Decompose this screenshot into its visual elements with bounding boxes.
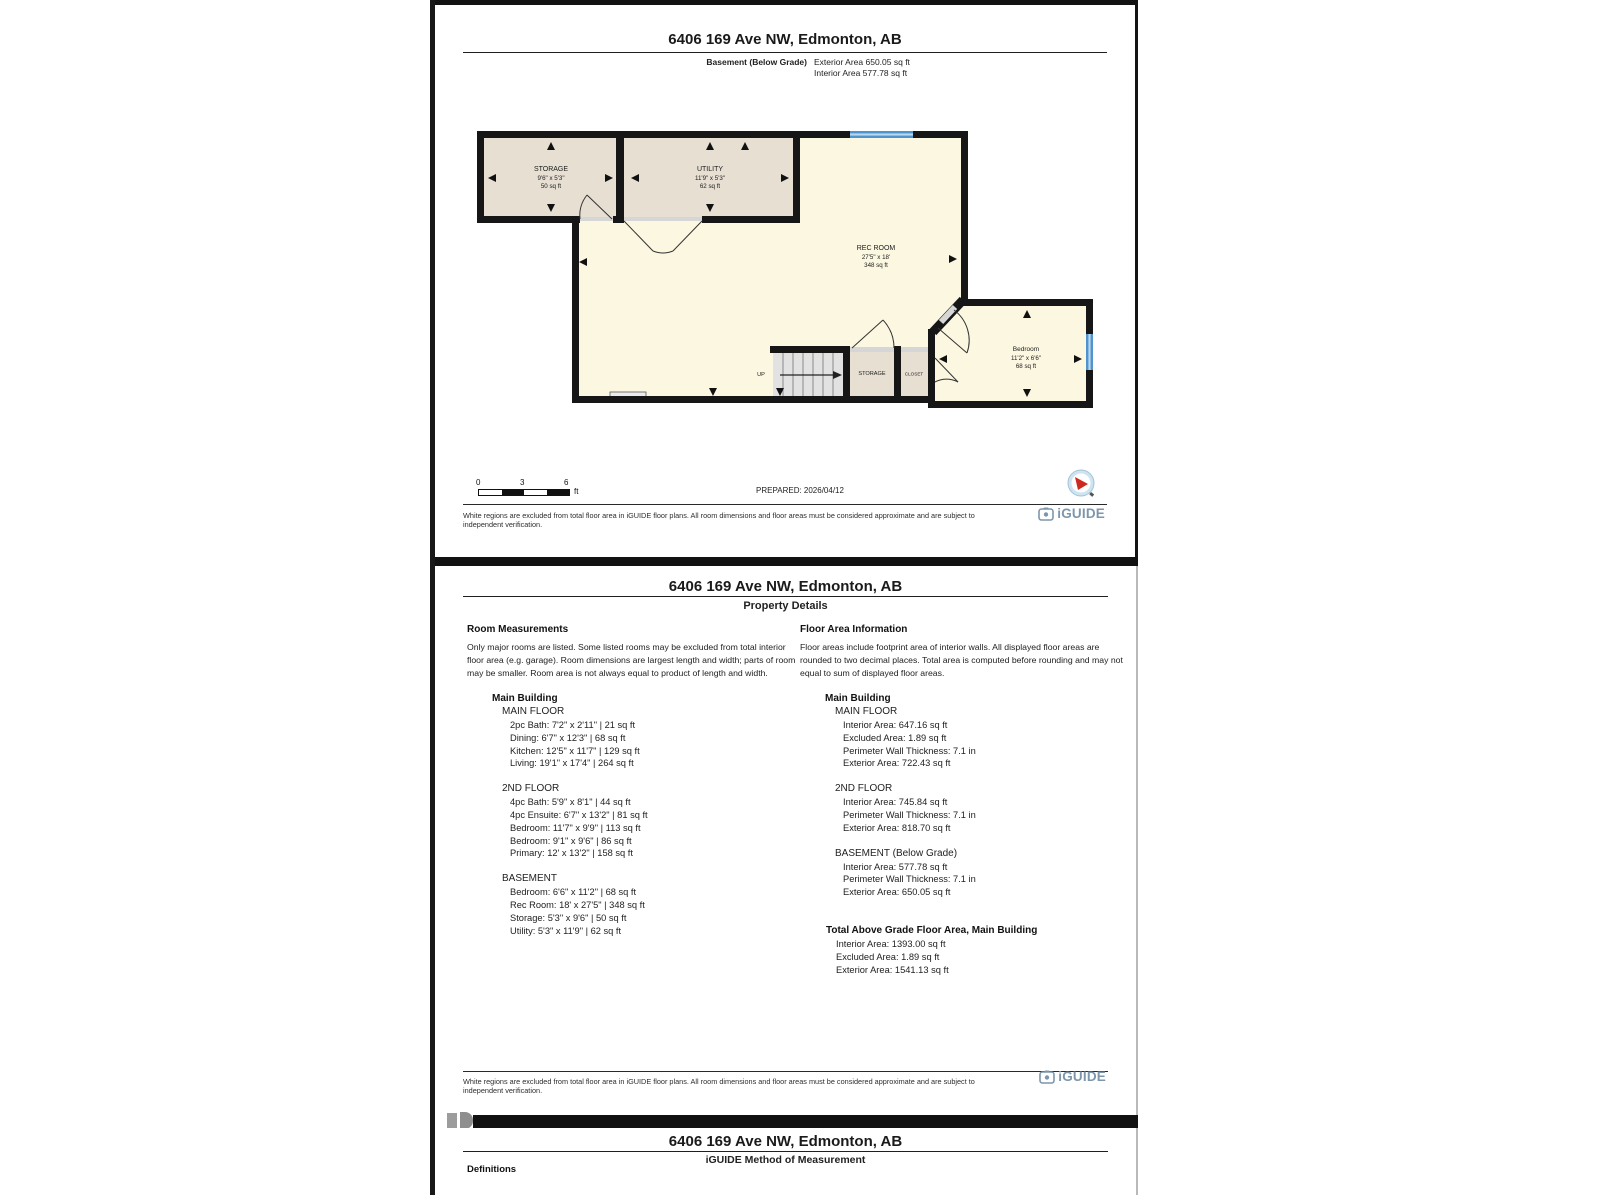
- room-measurement-item: 4pc Ensuite: 6'7" x 13'2" | 81 sq ft: [510, 809, 648, 820]
- room-measurement-item: 2pc Bath: 7'2" x 2'11" | 21 sq ft: [510, 720, 636, 730]
- room-measurement-item: Bedroom: 6'6" x 11'2" | 68 sq ft: [510, 887, 637, 898]
- room-label-rec-room: REC ROOM 27'5" x 18' 348 sq ft: [856, 244, 896, 269]
- floor-area-item: Perimeter Wall Thickness: 7.1 in: [843, 809, 976, 820]
- floor-section-label: 2ND FLOOR: [502, 783, 560, 795]
- room-measurements-column: [467, 624, 799, 937]
- room-measurement-item: Dining: 6'7" x 12'3" | 68 sq ft: [510, 732, 626, 743]
- floor-area-item: Interior Area: 577.78 sq ft: [843, 861, 948, 872]
- title-divider: [463, 596, 1108, 597]
- document-column: [430, 0, 1138, 1195]
- scale-unit: ft: [574, 487, 579, 496]
- page-title: 6406 169 Ave NW, Edmonton, AB: [668, 578, 903, 595]
- floor-area-item: Exterior Area: 818.70 sq ft: [843, 822, 951, 833]
- floor-area-item: Perimeter Wall Thickness: 7.1 in: [843, 874, 976, 885]
- interior-area: Interior Area 577.78 sq ft: [814, 68, 908, 78]
- title-divider: [463, 1151, 1108, 1152]
- scale-tick-0: 0: [476, 478, 481, 487]
- disclaimer-text: White regions are excluded from total floor area in iGUIDE floor plans. All room dimensions and floor areas must be considered approximate and are subject to independent verification.: [463, 511, 975, 529]
- room-label-utility: UTILITY 11'9" x 5'3" 62 sq ft: [694, 165, 726, 190]
- compass-icon: [1066, 469, 1098, 501]
- iguide-logo: [1038, 506, 1105, 521]
- floor-area-heading: Floor Area Information: [800, 624, 908, 635]
- floor-section-label: MAIN FLOOR: [835, 706, 898, 717]
- property-details-heading: Property Details: [743, 600, 828, 612]
- building-label: Main Building: [825, 693, 891, 704]
- scale-tick-3: 3: [520, 478, 525, 487]
- floor-section-label: MAIN FLOOR: [502, 706, 565, 717]
- exterior-area: Exterior Area 650.05 sq ft: [814, 57, 910, 67]
- floor-section-label: BASEMENT (Below Grade): [835, 847, 958, 859]
- room-label-storage-2: STORAGE: [858, 371, 886, 377]
- page-title: 6406 169 Ave NW, Edmonton, AB: [668, 1133, 903, 1150]
- method-heading: iGUIDE Method of Measurement: [705, 1154, 866, 1166]
- iguide-logo-text: iGUIDE: [1058, 1069, 1106, 1084]
- floor-area-item: Interior Area: 745.84 sq ft: [843, 797, 948, 808]
- prepared-date: PREPARED: 2026/04/12: [756, 486, 844, 495]
- scale-bar: [478, 478, 598, 500]
- floor-area-item: Exterior Area: 722.43 sq ft: [843, 758, 951, 769]
- room-measurement-item: Utility: 5'3" x 11'9" | 62 sq ft: [510, 925, 622, 936]
- floor-area-item: Excluded Area: 1.89 sq ft: [843, 732, 947, 743]
- building-label: Main Building: [492, 693, 558, 704]
- floor-area-column: [800, 624, 1130, 976]
- room-measurement-item: Kitchen: 12'5" x 11'7" | 129 sq ft: [510, 745, 640, 756]
- page-floorplan: [435, 0, 1138, 557]
- iguide-logo-icon: [1038, 507, 1054, 521]
- page-property-details: [435, 566, 1138, 1115]
- total-area-item: Interior Area: 1393.00 sq ft: [836, 938, 946, 949]
- floor-plan: [477, 131, 1099, 413]
- room-measurement-item: Bedroom: 11'7" x 9'9" | 113 sq ft: [510, 822, 641, 833]
- page-separator: [435, 1115, 1138, 1128]
- floor-label: Basement (Below Grade): [706, 57, 807, 67]
- floor-section-label: 2ND FLOOR: [835, 783, 893, 795]
- definitions-heading: Definitions: [467, 1164, 517, 1175]
- scan-artifact: [460, 1112, 473, 1129]
- footer-divider: [463, 1071, 1108, 1072]
- scale-bar-segments: [478, 489, 570, 496]
- title-divider: [463, 52, 1107, 53]
- iguide-logo-text: iGUIDE: [1057, 506, 1105, 521]
- scale-tick-6: 6: [564, 478, 569, 487]
- iguide-logo: [1039, 1069, 1106, 1084]
- scan-artifact: [447, 1113, 457, 1128]
- room-measurements-description: Only major rooms are listed. Some listed rooms may be excluded from total interior floor area (e.g. garage). Room dimensions are largest length and width; parts of room may be smaller. Room area is not always equal to product of length and width.: [467, 642, 796, 678]
- floor-area-summary: [435, 57, 1135, 79]
- room-label-bedroom: Bedroom 11'2" x 6'6" 68 sq ft: [1010, 345, 1042, 370]
- page-separator: [435, 557, 1138, 566]
- floor-area-item: Interior Area: 647.16 sq ft: [843, 720, 948, 730]
- footer-divider: [463, 504, 1107, 505]
- floor-section-label: BASEMENT: [502, 873, 558, 885]
- total-area-heading: Total Above Grade Floor Area, Main Building: [826, 924, 1038, 936]
- room-measurement-item: Rec Room: 18' x 27'5" | 348 sq ft: [510, 899, 645, 910]
- room-measurement-item: Bedroom: 9'1" x 9'6" | 86 sq ft: [510, 835, 632, 846]
- floor-area-description: Floor areas include footprint area of interior walls. All displayed floor areas are rounded to two decimal places. Total area is computed before rounding and may not equal to sum of displayed floor areas.: [800, 642, 1123, 678]
- floor-area-item: Perimeter Wall Thickness: 7.1 in: [843, 745, 976, 756]
- room-label-closet: CLOSET: [904, 371, 924, 377]
- room-measurement-item: 4pc Bath: 5'9" x 8'1" | 44 sq ft: [510, 797, 631, 808]
- room-measurements-heading: Room Measurements: [467, 624, 569, 635]
- room-label-storage: STORAGE 9'6" x 5'3" 50 sq ft: [533, 165, 569, 190]
- stairs-up-label: UP: [757, 372, 765, 378]
- floor-plan-drawing: [477, 131, 1099, 413]
- total-area-item: Exterior Area: 1541.13 sq ft: [836, 964, 949, 975]
- page-method-of-measurement: [435, 1128, 1138, 1195]
- floor-area-item: Exterior Area: 650.05 sq ft: [843, 887, 951, 898]
- iguide-logo-icon: [1039, 1070, 1055, 1084]
- page-title: 6406 169 Ave NW, Edmonton, AB: [668, 31, 902, 48]
- room-measurement-item: Living: 19'1" x 17'4" | 264 sq ft: [510, 758, 634, 769]
- disclaimer-text: White regions are excluded from total floor area in iGUIDE floor plans. All room dimensions and floor areas must be considered approximate and are subject to independent verification.: [463, 1077, 975, 1095]
- room-measurement-item: Primary: 12' x 13'2" | 158 sq ft: [510, 848, 633, 859]
- room-measurement-item: Storage: 5'3" x 9'6" | 50 sq ft: [510, 912, 627, 923]
- total-area-item: Excluded Area: 1.89 sq ft: [836, 951, 940, 962]
